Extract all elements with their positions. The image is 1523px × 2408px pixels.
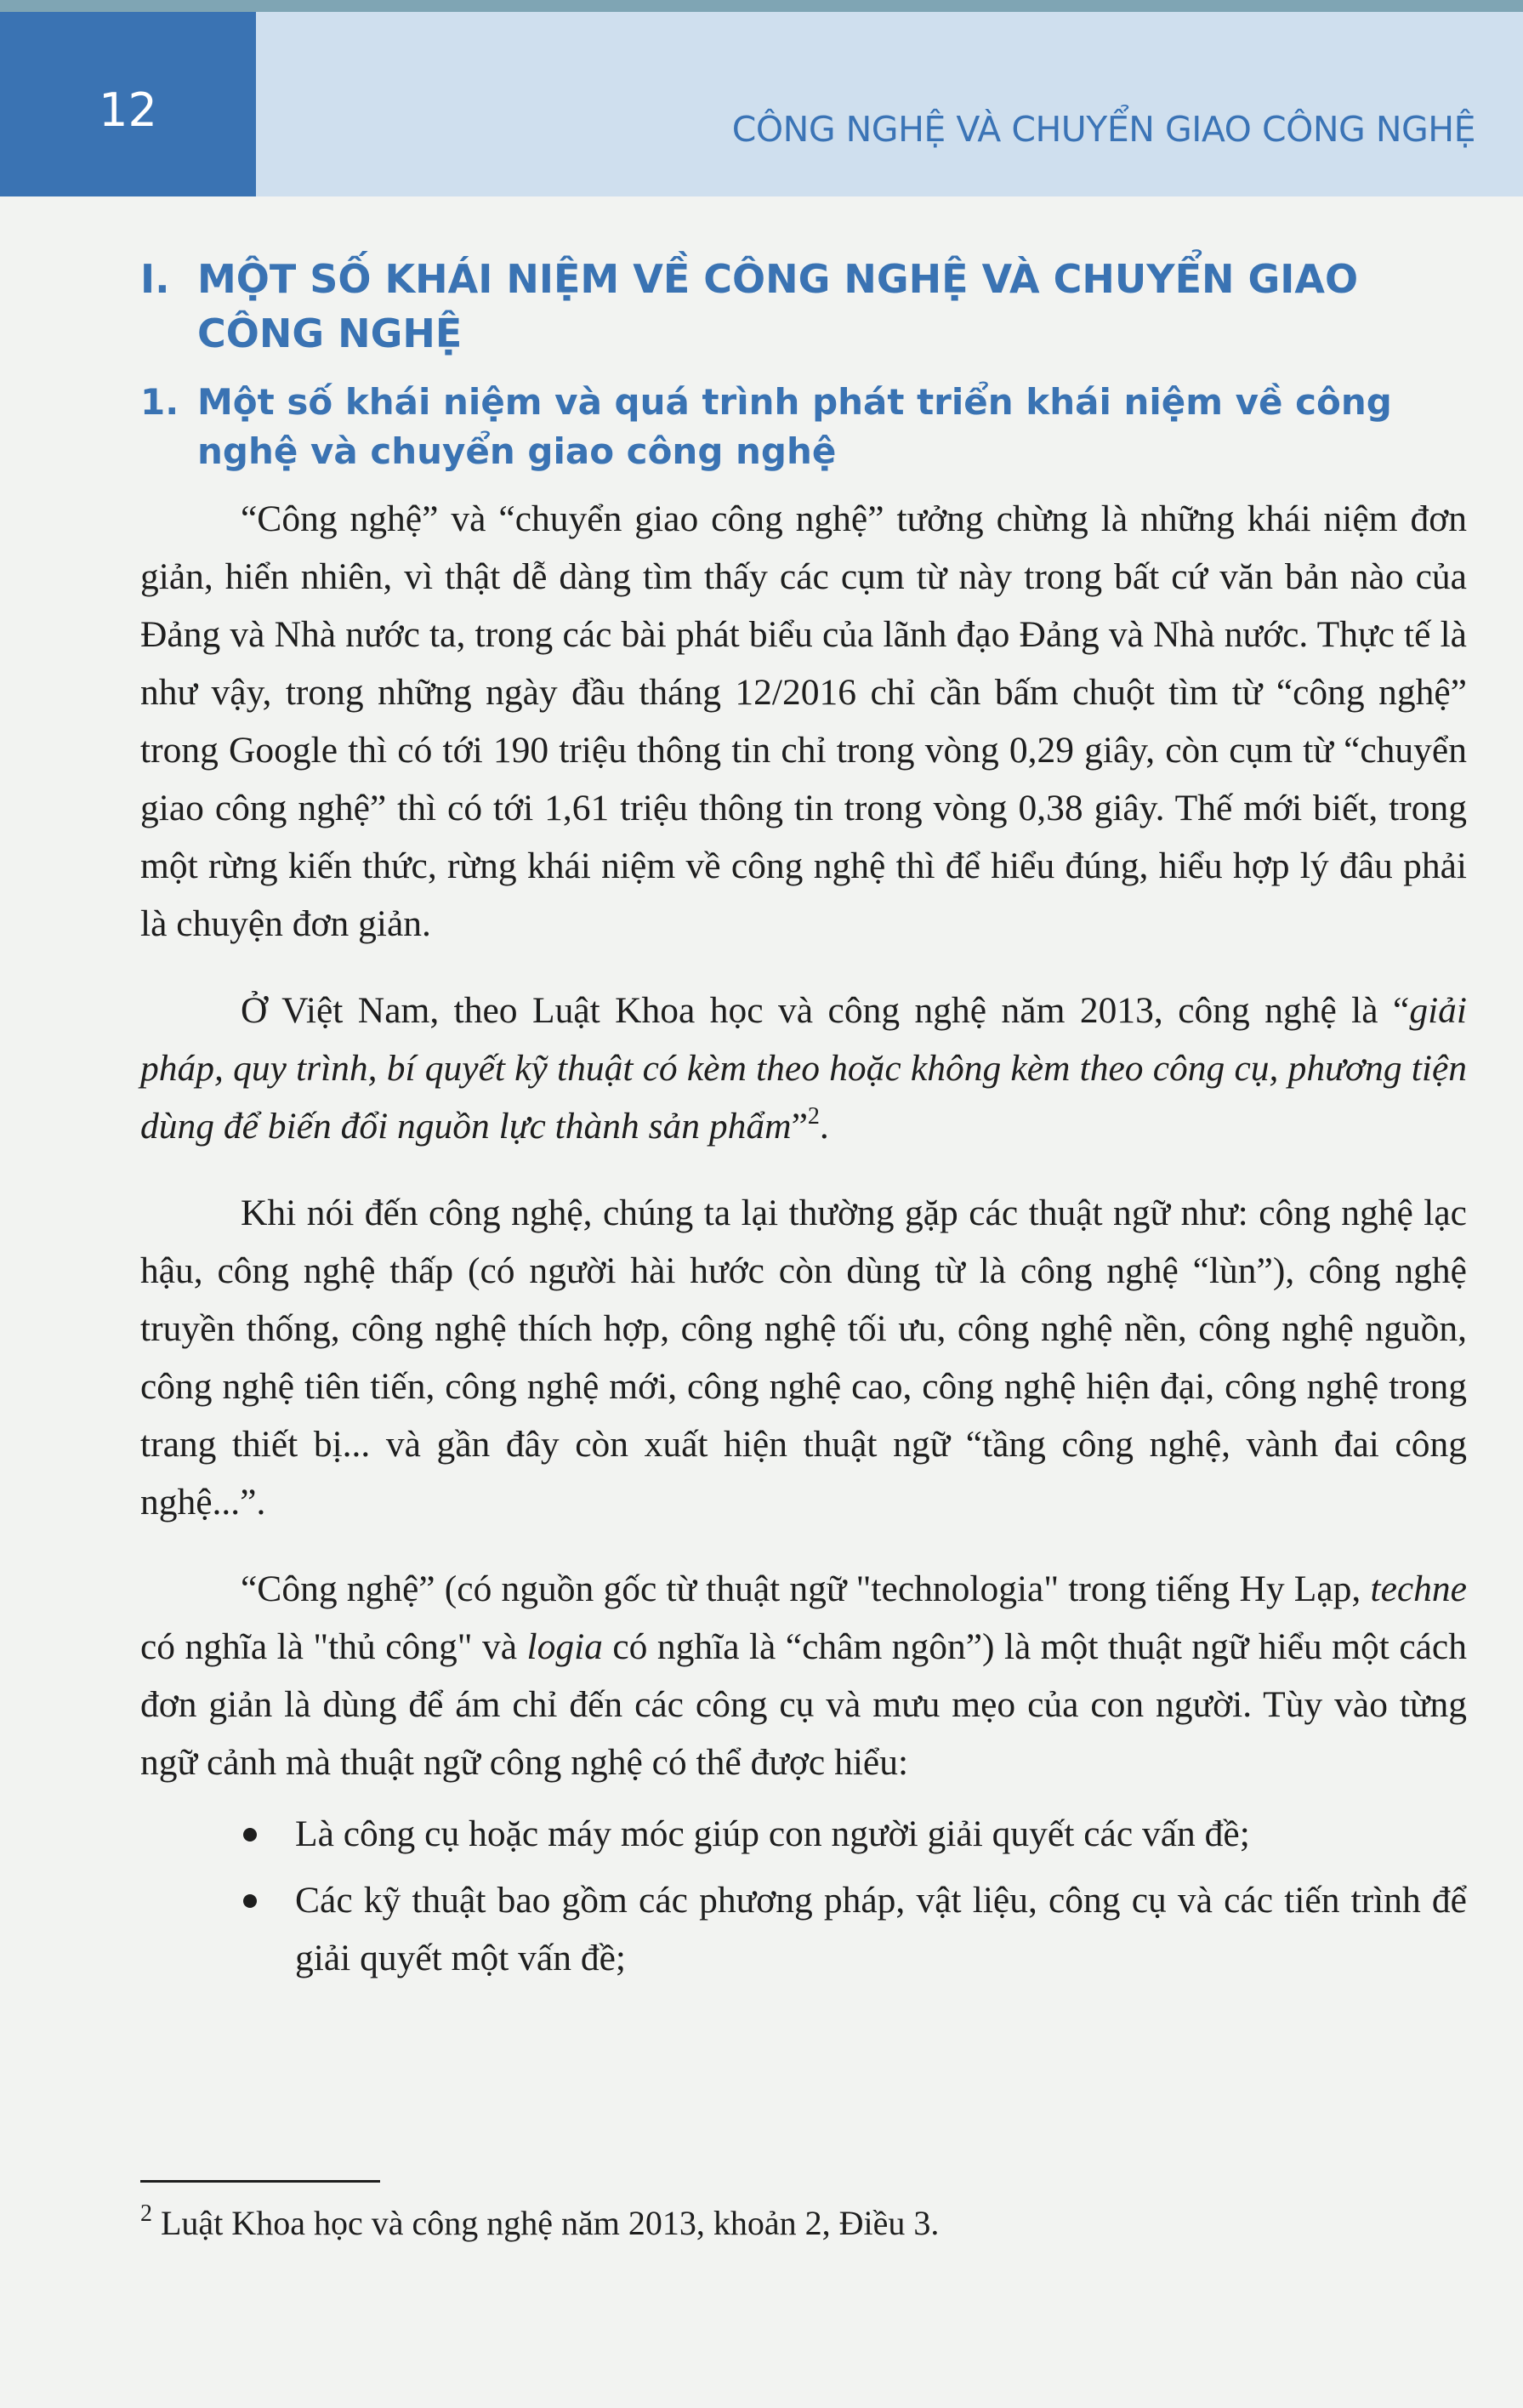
paragraph-2-definition: giải pháp, quy trình, bí quyết kỹ thuật có kèm theo hoặc không kèm theo công cụ, phương tiện dùng để biến đổi nguồn lực thành sản phẩm	[140, 990, 1467, 1147]
bullet-list	[140, 1805, 1467, 1987]
subsection-number: 1.	[140, 381, 179, 423]
running-title: CÔNG NGHỆ VÀ CHUYỂN GIAO CÔNG NGHỆ	[731, 109, 1475, 150]
paragraph-4-part-a: “Công nghệ” (có nguồn gốc từ thuật ngữ "technologia" trong tiếng Hy Lạp,	[241, 1568, 1371, 1609]
bullet-item	[140, 1805, 1467, 1863]
section-number: I.	[140, 256, 170, 302]
subsection-heading	[140, 378, 1467, 476]
footnote-rule	[140, 2180, 380, 2183]
paragraph-2-end: .	[819, 1106, 829, 1147]
section-title: MỘT SỐ KHÁI NIỆM VỀ CÔNG NGHỆ VÀ CHUYỂN GIAO CÔNG NGHỆ	[197, 256, 1359, 356]
footnote	[140, 2200, 1467, 2247]
page-body	[140, 252, 1467, 1987]
paragraph-2-lead: Ở Việt Nam, theo Luật Khoa học và công nghệ năm 2013, công nghệ là “	[241, 990, 1410, 1031]
footnote-ref-2: 2	[807, 1102, 820, 1130]
subsection-title: Một số khái niệm và quá trình phát triển khái niệm về công nghệ và chuyển giao công nghệ	[197, 381, 1392, 472]
footnote-text: Luật Khoa học và công nghệ năm 2013, khoản 2, Điều 3.	[152, 2204, 940, 2242]
paragraph-4-part-c: có nghĩa là “châm ngôn”) là một thuật ngữ hiểu một cách đơn giản là dùng để ám chỉ đến các công cụ và mưu mẹo của con người. Tùy vào từng ngữ cảnh mà thuật ngữ công nghệ có thể được hiểu:	[140, 1626, 1467, 1783]
paragraph-4	[140, 1560, 1467, 1791]
bullet-dot-icon	[243, 1894, 257, 1908]
term-techne: techne	[1370, 1568, 1467, 1609]
bullet-dot-icon	[243, 1828, 257, 1842]
paragraph-2-close-quote: ”	[791, 1106, 808, 1147]
bullet-text: Các kỹ thuật bao gồm các phương pháp, vật liệu, công cụ và các tiến trình để giải quyết một vấn đề;	[295, 1880, 1467, 1978]
term-logia: logia	[526, 1626, 603, 1667]
footnote-number: 2	[140, 2200, 152, 2227]
paragraph-2	[140, 982, 1467, 1155]
paragraph-1: “Công nghệ” và “chuyển giao công nghệ” tưởng chừng là những khái niệm đơn giản, hiển nhiên, vì thật dễ dàng tìm thấy các cụm từ này trong bất cứ văn bản nào của Đảng và Nhà nước ta, trong các bài phát biểu của lãnh đạo Đảng và Nhà nước. Thực tế là như vậy, trong những ngày đầu tháng 12/2016 chỉ cần bấm chuột tìm từ “công nghệ” trong Google thì có tới 190 triệu thông tin chỉ trong vòng 0,29 giây, còn cụm từ “chuyển giao công nghệ” thì có tới 1,61 triệu thông tin trong vòng 0,38 giây. Thế mới biết, trong một rừng kiến thức, rừng khái niệm về công nghệ thì để hiểu đúng, hiểu hợp lý đâu phải là chuyện đơn giản.	[140, 498, 1467, 944]
paragraph-3: Khi nói đến công nghệ, chúng ta lại thường gặp các thuật ngữ như: công nghệ lạc hậu, công nghệ thấp (có người hài hước còn dùng từ là công nghệ “lùn”), công nghệ truyền thống, công nghệ thích hợp, công nghệ tối ưu, công nghệ nền, công nghệ nguồn, công nghệ tiên tiến, công nghệ mới, công nghệ cao, công nghệ hiện đại, công nghệ trong trang thiết bị... và gần đây còn xuất hiện thuật ngữ “tầng công nghệ, vành đai công nghệ...”.	[140, 1193, 1467, 1523]
bullet-text: Là công cụ hoặc máy móc giúp con người giải quyết các vấn đề;	[295, 1813, 1250, 1854]
bullet-item	[140, 1871, 1467, 1987]
page-top-edge	[0, 0, 1523, 12]
section-heading	[140, 252, 1467, 361]
paragraph-4-part-b: có nghĩa là "thủ công" và	[140, 1626, 527, 1667]
page-number: 12	[99, 83, 157, 137]
